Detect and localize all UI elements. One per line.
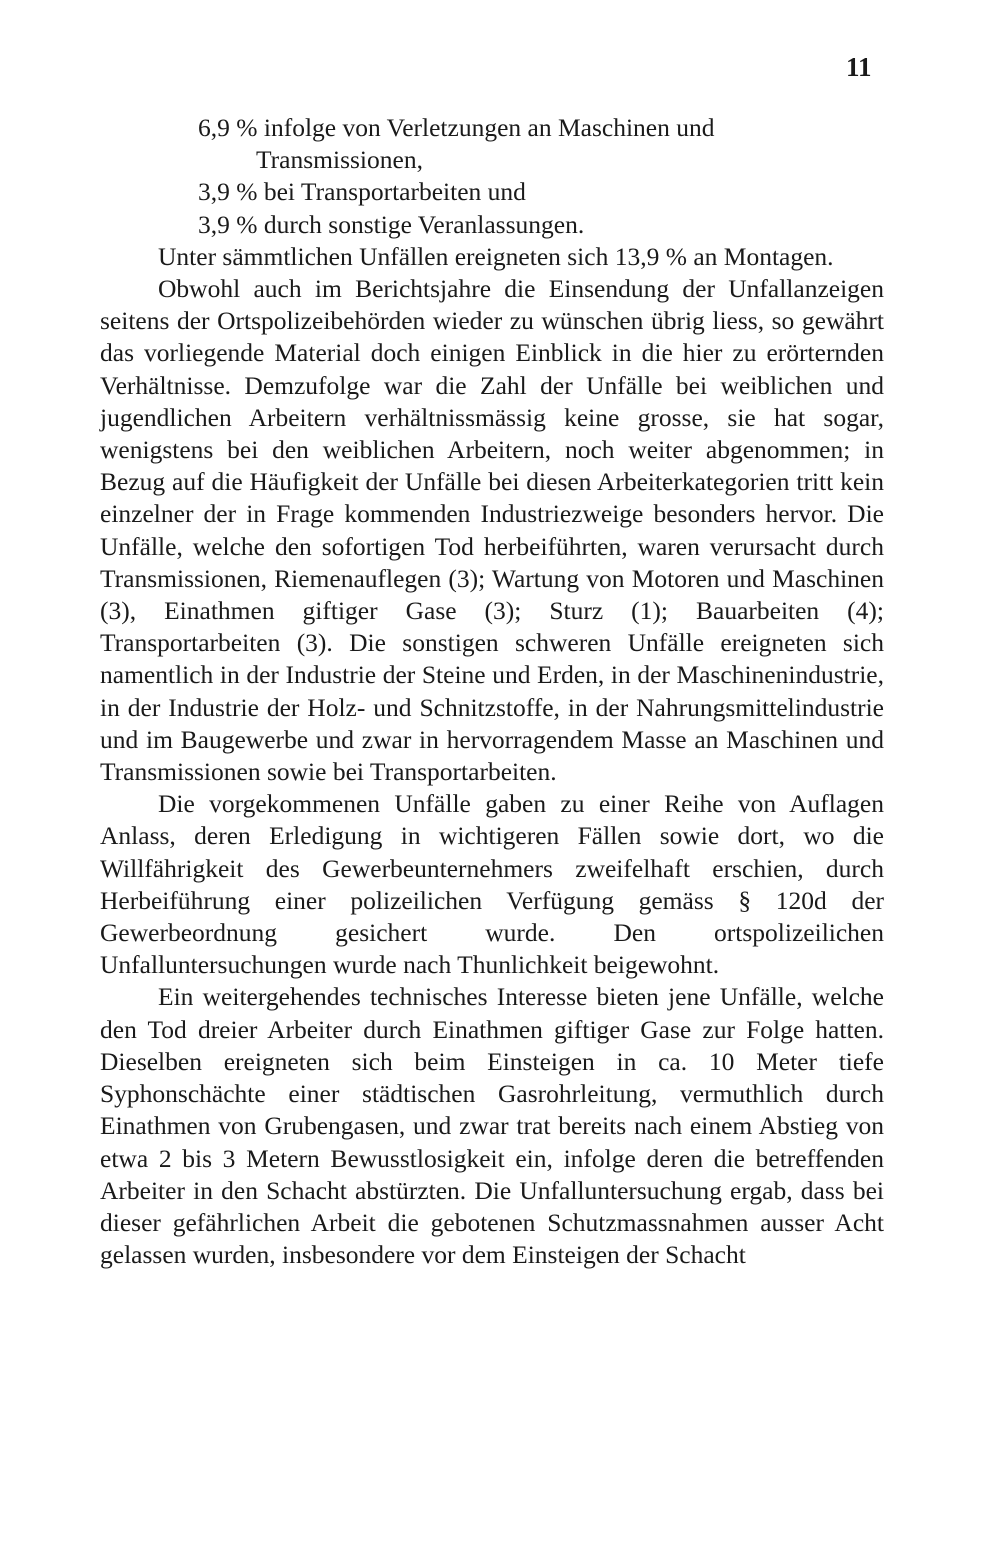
page-body <box>100 112 884 1271</box>
statistic-list-item: 6,9 % infolge von Verletzungen an Maschinen und Transmissionen, <box>198 113 715 175</box>
statistic-list-item: 3,9 % durch sonstige Veranlassungen. <box>198 209 585 239</box>
paragraph: Die vorgekommenen Unfälle gaben zu einer Reihe von Auflagen Anlass, deren Erledigung in wichtigeren Fällen sowie dort, wo die Willfährigkeit des Gewerbeunternehmers zweifelhaft erschien, durch Herbeiführung einer polizeilichen Verfügung gemäss § 120d der Gewerbeordnung gesichert wurde. Den ortspolizeilichen Unfalluntersuchungen wurde nach Thunlichkeit beigewohnt. <box>100 789 884 980</box>
statistic-list-item: 3,9 % bei Transportarbeiten und <box>198 177 526 207</box>
page-number: 11 <box>846 52 872 82</box>
paragraph: Unter sämmtlichen Unfällen ereigneten sich 13,9 % an Montagen. <box>158 241 834 271</box>
paragraph: Ein weitergehendes technisches Interesse bieten jene Unfälle, welche den Tod dreier Arbeiter durch Einathmen giftiger Gase zur Folge hatten. Dieselben ereigneten sich beim Einsteigen in ca. 10 Meter tiefe Syphonschächte einer städtischen Gasrohrleitung, vermuthlich durch Einathmen von Grubengasen, und zwar trat bereits nach einem Abstieg von etwa 2 bis 3 Metern Bewusstlosigkeit ein, infolge deren die betreffenden Arbeiter in den Schacht abstürzten. Die Unfalluntersuchung ergab, dass bei dieser gefährlichen Arbeit die gebotenen Schutzmassnahmen ausser Acht gelassen wurden, insbesondere vor dem Einsteigen der Schacht <box>100 982 884 1270</box>
paragraph: Obwohl auch im Berichtsjahre die Einsendung der Unfallanzeigen seitens der Ortspolizeibehörden wieder zu wünschen übrig liess, so gewährt das vorliegende Material doch einigen Einblick in die hier zu erörternden Verhältnisse. Demzufolge war die Zahl der Unfälle bei weiblichen und jugendlichen Arbeitern verhältnissmässig keine grosse, sie hat sogar, wenigstens bei den weiblichen Arbeitern, noch weiter abgenommen; in Bezug auf die Häufigkeit der Unfälle bei diesen Arbeiterkategorien tritt kein einzelner der in Frage kommenden Industriezweige besonders hervor. Die Unfälle, welche den sofortigen Tod herbeiführten, waren verursacht durch Transmissionen, Riemenauflegen (3); Wartung von Motoren und Maschinen (3), Einathmen giftiger Gase (3); Sturz (1); Bauarbeiten (4); Transportarbeiten (3). Die sonstigen schweren Unfälle ereigneten sich namentlich in der Industrie der Steine und Erden, in der Maschinenindustrie, in der Industrie der Holz- und Schnitzstoffe, in der Nahrungsmittelindustrie und im Baugewerbe und zwar in hervorragendem Masse an Maschinen und Transmissionen sowie bei Transportarbeiten. <box>100 274 884 787</box>
